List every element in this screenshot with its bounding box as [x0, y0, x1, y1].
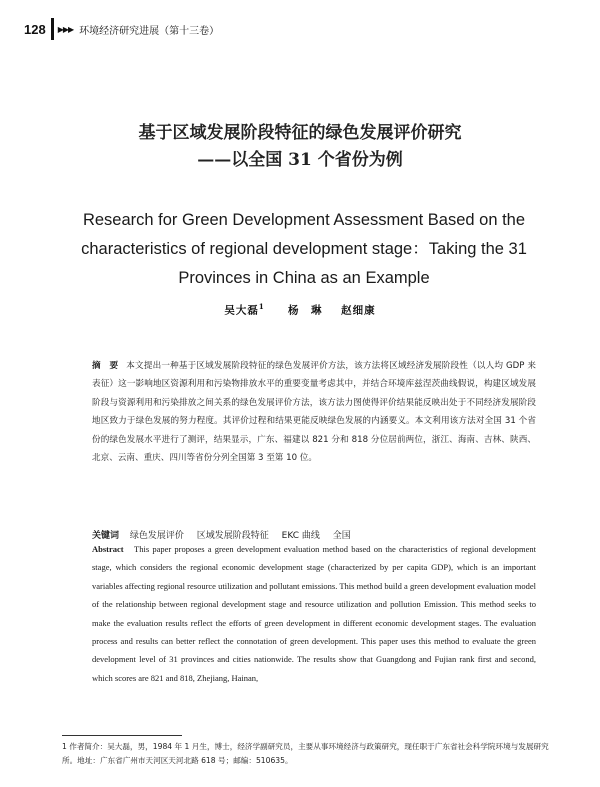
keyword: 全国	[332, 531, 351, 541]
author-name: 吴大磊	[224, 304, 259, 317]
chinese-abstract	[92, 357, 536, 467]
english-abstract	[92, 540, 536, 687]
journal-name: 环境经济研究进展（第十三卷）	[79, 25, 220, 37]
page-number: 128	[24, 21, 46, 37]
author-footnote: 1 作者简介：吴大磊，男，1984 年 1 月生，博士，经济学副研究员，主要从事环境经济与政策研究，现任职于广东省社会科学院环境与发展研究所。地址：广东省广州市天河区天河北路 618 号；邮编：510635。	[62, 742, 549, 765]
keywords-label: 关键词	[92, 531, 120, 541]
author-footnote-mark: 1	[258, 302, 265, 311]
english-abstract-text: This paper proposes a green development evaluation method based on the characteristics of regional development stage, which considers the regional economic development stage (characterized by per capita GDP), which is an important variables affecting regional resource utilization and pollutant emissions. This method build a green development evaluation model of the relationship between regional development stage and resource utilization and pollution Emission. This method seeks to make the evaluation results reflect the efforts of green development in different economic development stages. The evaluation process and results can better reflect the connotation of green development. This paper uses this method to evaluate the green development level of 31 provinces and cities nationwide. The results show that Guangdong and Fujian rank first and second, which scores are 821 and 818, Zhejiang, Hainan,	[92, 544, 537, 683]
keyword: 绿色发展评价	[129, 531, 184, 541]
chinese-subtitle: ——以全国 31 个省份为例	[197, 150, 403, 170]
chinese-title: 基于区域发展阶段特征的绿色发展评价研究	[138, 123, 462, 143]
header-divider-bar	[51, 18, 54, 40]
english-abstract-label: Abstract	[92, 544, 124, 554]
english-title: Research for Green Development Assessment Based on the characteristics of regional development stage：Taking the 31 Provinces in China as an Example	[81, 211, 527, 287]
header-arrows-icon: ▶▶▶	[57, 24, 74, 34]
author-line	[0, 302, 600, 318]
running-head	[24, 18, 219, 40]
author-name: 赵细康	[341, 304, 376, 317]
chinese-abstract-label: 摘 要	[92, 361, 119, 371]
author-name: 杨 琳	[288, 304, 323, 317]
footnote-divider	[62, 735, 182, 736]
chinese-abstract-text: 本文提出一种基于区域发展阶段特征的绿色发展评价方法，该方法将区域经济发展阶段性（以人均 GDP 来表征）这一影响地区资源利用和污染物排放水平的重要变量考虑其中，并结合环境库兹涅茨曲线假说，构建区域发展阶段与资源利用和污染排放之间关系的绿色发展评价方法，该方法力图使得评价结果能反映出处于不同经济发展阶段地区致力于绿色发展的努力程度。其评价过程和结果更能反映绿色发展的内涵要义。本文利用该方法对全国 31 个省份的绿色发展水平进行了测评，结果显示，广东、福建以 821 分和 818 分位居前两位，浙江、海南、吉林、陕西、北京、云南、重庆、四川等省份分列全国第 3 至第 10 位。	[92, 361, 536, 464]
keyword: EKC 曲线	[281, 531, 320, 541]
keyword: 区域发展阶段特征	[196, 531, 269, 541]
